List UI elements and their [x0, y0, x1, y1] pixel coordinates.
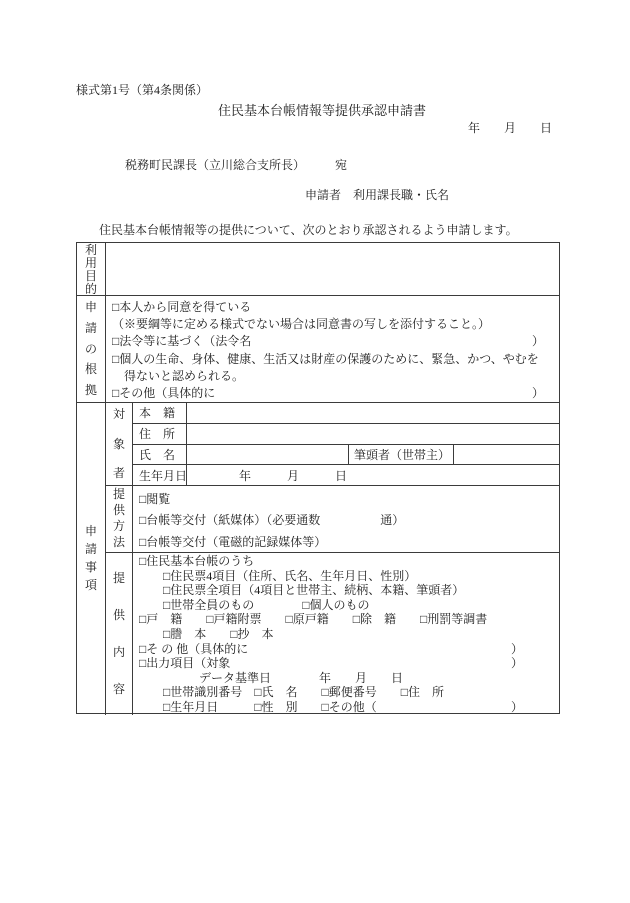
- basis-line: □本人から同意を得ている: [112, 300, 252, 314]
- content-section: [106, 553, 559, 715]
- method-line: □台帳等交付（紙媒体）（必要通数 通）: [139, 513, 405, 528]
- purpose-field: [106, 243, 559, 295]
- table-row-domicile: [133, 403, 559, 424]
- birthdate-label: 生年月日: [133, 465, 187, 485]
- content-line: データ基準日 年 月 日: [139, 670, 404, 685]
- purpose-label: 利 用 目 的: [77, 243, 106, 295]
- table-row-birthdate: [133, 465, 559, 485]
- method-content: [133, 486, 559, 552]
- method-section: [106, 486, 559, 553]
- form-number: 様式第1号（第4条関係）: [76, 83, 209, 97]
- subject-label: 対 象 者: [106, 403, 133, 485]
- page-title: 住民基本台帳情報等提供承認申請書: [217, 103, 426, 118]
- applicant-line: 申請者 利用課長職・氏名: [305, 188, 450, 202]
- content-line: □住民基本台帳のうち: [139, 554, 255, 568]
- subject-section: [106, 403, 559, 486]
- basis-line: □法令等に基づく（法令名 ）: [112, 334, 544, 349]
- basis-label: 申 請 の 根 拠: [77, 296, 106, 402]
- items-row: [77, 403, 559, 715]
- basis-line: □個人の生命、身体、健康、生活又は財産の保護のために、緊急、かつ、やむを: [112, 351, 539, 366]
- intro-line: 住民基本台帳情報等の提供について、次のとおり承認されるよう申請します。: [99, 223, 518, 237]
- table-row-name: [133, 445, 559, 466]
- method-line: □閲覧: [139, 492, 171, 506]
- application-table: [76, 242, 560, 714]
- basis-line: 得ないと認められる。: [112, 368, 245, 383]
- basis-line: （※要綱等に定める様式でない場合は同意書の写しを添付すること。）: [112, 317, 491, 332]
- name-label: 氏 名: [133, 445, 187, 465]
- name-field: [187, 445, 349, 465]
- birthdate-field: 年 月 日: [239, 468, 348, 483]
- items-label: 申 請 事 項: [77, 403, 106, 715]
- date-line: 年 月 日: [467, 121, 552, 135]
- content-line: □そ の 他（具体的に ）: [139, 641, 523, 656]
- table-row-address: [133, 424, 559, 445]
- content-line: □住民票4項目（住所、氏名、生年月日、性別）: [139, 568, 417, 583]
- basis-content: [106, 296, 559, 402]
- basis-row: [77, 296, 559, 403]
- content-line: □世帯全員のもの □個人のもの: [139, 597, 370, 612]
- content-line: □出力項目（対象 ）: [139, 656, 523, 671]
- method-line: □台帳等交付（電磁的記録媒体等）: [139, 534, 327, 549]
- content-lines: [133, 553, 559, 715]
- purpose-row: [77, 243, 559, 296]
- addressee-line: 税務町民課長（立川総合支所長） 宛: [125, 158, 348, 172]
- domicile-label: 本 籍: [133, 403, 187, 423]
- subject-table: [133, 403, 559, 485]
- content-line: □住民票全項目（4項目と世帯主、続柄、本籍、筆頭者）: [139, 583, 465, 598]
- content-line: □戸 籍 □戸籍附票 □原戸籍 □除 籍 □刑罰等調書: [139, 612, 488, 627]
- items-sections: [106, 403, 559, 715]
- head-of-household-label: 筆頭者（世帯主）: [349, 445, 454, 465]
- method-label: 提 供 方 法: [106, 486, 133, 552]
- content-line: □謄 本 □抄 本: [139, 626, 274, 641]
- address-label: 住 所: [133, 424, 187, 444]
- basis-line: □その他（具体的に ）: [112, 386, 544, 401]
- content-label: 提 供 内 容: [106, 553, 133, 715]
- content-line: □世帯識別番号 □氏 名 □郵便番号 □住 所: [139, 685, 444, 700]
- content-line: □生年月日 □性 別 □その他（ ）: [139, 699, 523, 714]
